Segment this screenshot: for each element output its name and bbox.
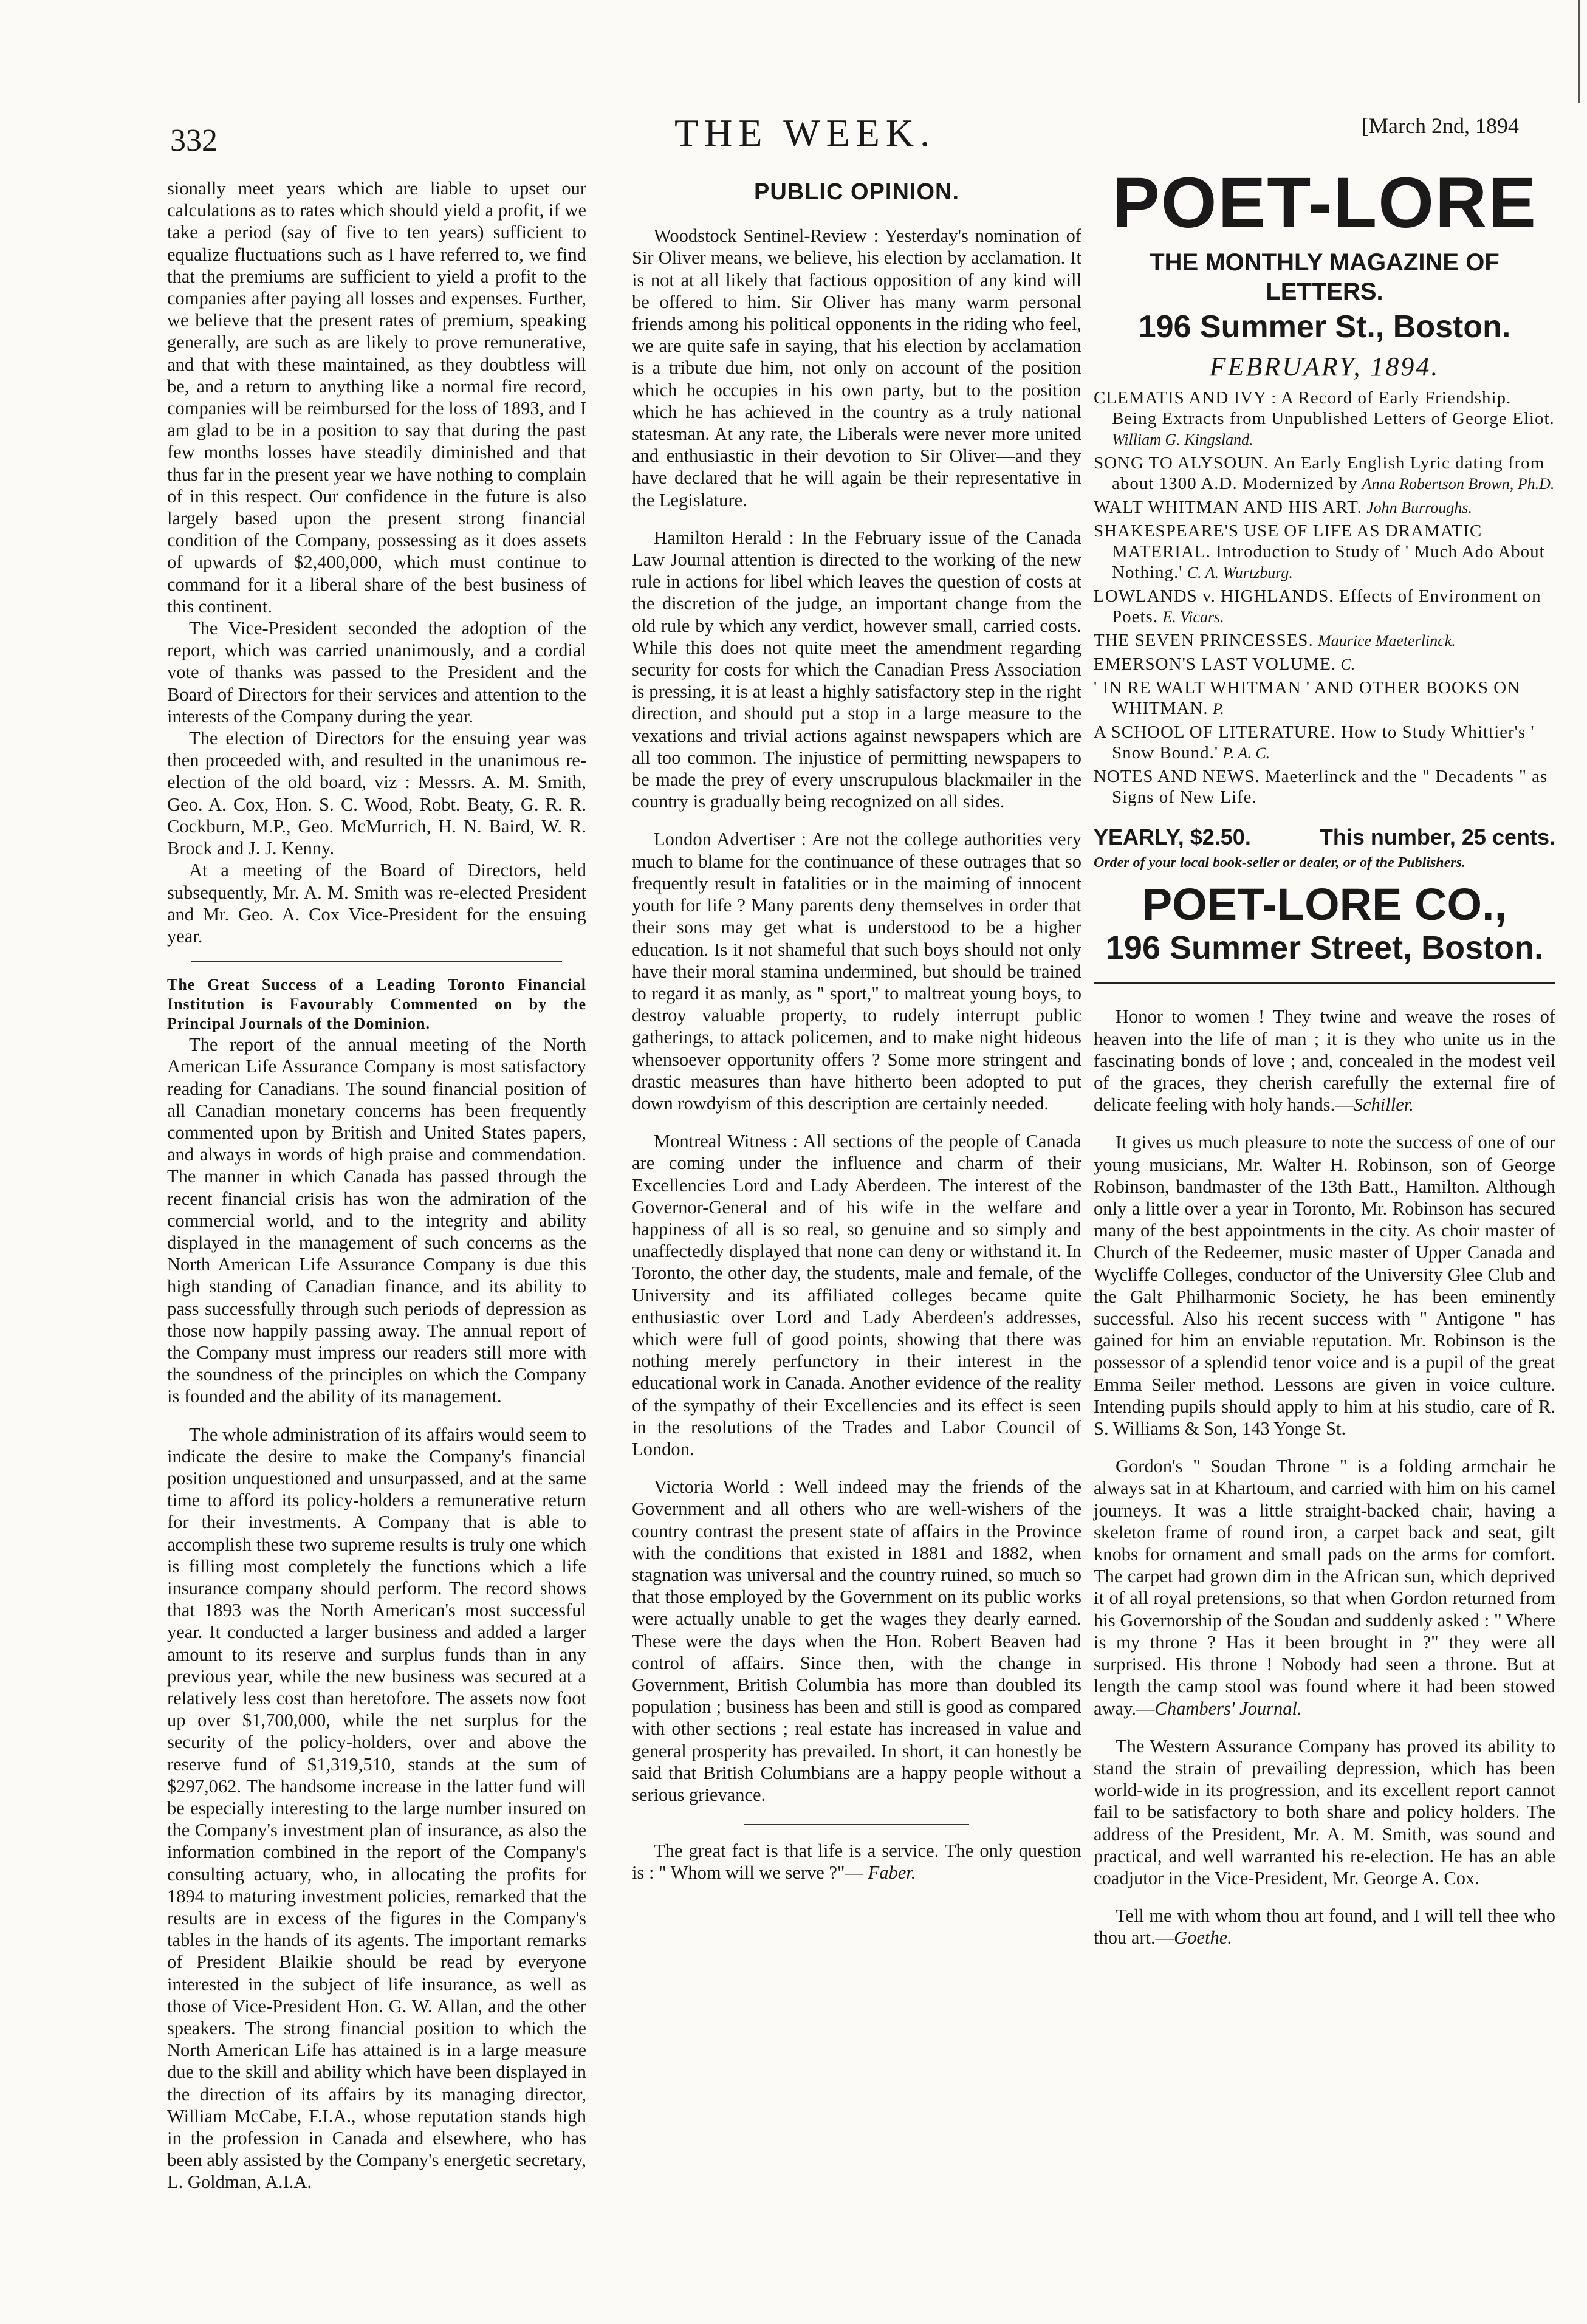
ad-address: 196 Summer St., Boston. [1138, 309, 1511, 344]
quote-author: Schiller. [1353, 1094, 1414, 1116]
contents-item [1094, 630, 1555, 651]
page-number: 332 [170, 123, 218, 158]
paragraph: The election of Directors for the ensuing year was then proceeded with, and resulted in the unanimous re-election of the old board, viz : Messrs. A. M. Smith, Geo. A. Cox, Hon. S. C. Wood, Robt. Beaty, G. R. R. Cockburn, M.P., Geo. McMurrich, H. N. Baird, W. R. Brock and J. J. Kenny. [167, 728, 586, 859]
contents-item [1094, 722, 1555, 764]
single-price: This number, 25 cents. [1319, 824, 1555, 850]
article-heading: The Great Success of a Leading Toronto Financial Institution is Favourably Commented on by the Principal Journals of the Dominion. [167, 976, 586, 1033]
spacer [632, 812, 1081, 828]
masthead: THE WEEK. [674, 111, 936, 154]
paragraph-text: Gordon's " Soudan Throne " is a folding armchair he always sat in at Khartoum, and carried with him on his camel journeys. It was a little straight-backed chair, having a skeleton frame of round iron, a carpet back and seat, gilt knobs for ornament and small pads on the arms for comfort. The carpet had grown dim in the African sun, which deprived it of all royal pretensions, so that when Gordon returned from his Governorship of the Soudan and suddenly asked : " Where is my throne ? Has it been brought in ?" they were all surprised. His throne ! Nobody had seen a throne. But at length the camp stool was found where it had been stowed away.— [1094, 1456, 1555, 1719]
contents-item-title: WALT WHITMAN AND HIS ART. [1094, 498, 1362, 518]
contents-item-author: William G. Kingsland. [1112, 431, 1253, 449]
contents-item-author: John Burroughs. [1366, 499, 1472, 517]
contents-item-title: ' IN RE WALT WHITMAN ' AND OTHER BOOKS ON WHITMAN. [1094, 678, 1521, 719]
paragraph: sionally meet years which are liable to upset our calculations as to rates which should yield a profit, if we take a period (say of five to ten years) sufficient to equalize fluctuations such as I have referred to, we find that the premiums are sufficient to yield a profit to the companies after paying all losses and expenses. Further, we believe that the present rates of premium, speaking generally, are such as are likely to prove remunerative, and that with these maintained, as they doubtless will be, and a return to anything like a normal fire record, companies will be reimbursed for the loss of 1893, and I am glad to be in a position to say that during the past few months losses have steadily diminished and that thus far in the present year we have nothing to complain of in this respect. Our confidence in the future is also largely based upon the present strong financial condition of the Company, possessing as it does assets of upwards of $2,400,000, which must continue to command for it a liberal share of the best business of this continent. [167, 178, 586, 617]
divider [191, 961, 562, 962]
spacer [1094, 1719, 1555, 1735]
spacer [632, 511, 1081, 527]
spacer [632, 1114, 1081, 1130]
contents-item-title: A SCHOOL OF LITERATURE. How to Study Whittier's ' Snow Bound.' [1094, 722, 1535, 763]
ad-pricing [1094, 826, 1555, 848]
yearly-price: YEARLY, $2.50. [1094, 824, 1251, 850]
spacer [167, 1408, 586, 1424]
publisher-name: POET-LORE CO., [1142, 879, 1507, 930]
poet-lore-advertisement [1094, 163, 1555, 967]
contents-item [1094, 453, 1555, 495]
paragraph-text: Honor to women ! They twine and weave the roses of heaven into the life of man ; it is they who unite us in the fascinating bonds of love ; and, concealed in the modest veil of the graces, they cherish carefully the external fire of delicate feeling with holy hands.— [1094, 1006, 1555, 1116]
ad-title: POET-LORE [1112, 163, 1537, 243]
source-citation: Chambers' Journal. [1154, 1698, 1302, 1719]
contents-item [1094, 586, 1555, 628]
column-left [167, 177, 586, 2193]
section-title: PUBLIC OPINION. [753, 179, 960, 205]
publisher-address: 196 Summer Street, Boston. [1105, 930, 1544, 967]
paragraph: Hamilton Herald : In the February issue of the Canada Law Journal attention is directed to the working of the new rule in actions for libel which leaves the question of costs at the discretion of the judge, an important change from the old rule by which any verdict, however small, carried costs. While this does not quite meet the amendment regarding security for costs for which the Canadian Press Association is pressing, it is at least a highly satisfactory step in the right direction, and should put a stop in a large measure to the vexations and trivial actions against newspapers which are all too common. The injustice of permitting newspapers to be made the prey of every unscrupulous blackmailer in the country is gradually being recognized on all sides. [632, 527, 1081, 812]
contents-item-author: C. [1340, 656, 1356, 674]
contents-item [1094, 654, 1555, 675]
contents-item-author: E. Vicars. [1162, 608, 1224, 626]
column-right [1094, 163, 1555, 1949]
paragraph: The report of the annual meeting of the North American Life Assurance Company is most satisfactory reading for Canadians. The sound financial position of all Canadian monetary concerns has been frequently commented upon by British and United States papers, and always in words of high praise and commendation. The manner in which Canada has passed through the recent financial crisis has won the admiration of the commercial world, and to the integrity and ability displayed in the management of such concerns as the North American Life Assurance Company is due this high standing of Canadian finance, and its ability to pass successfully through such periods of depression as those now happily passing away. The annual report of the Company must impress our readers still more with the soundness of the principles on which the Company is founded and the ability of its management. [167, 1034, 586, 1407]
column-middle [632, 177, 1081, 1884]
contents-item-title: THE SEVEN PRINCESSES. [1094, 631, 1314, 651]
contents-item [1094, 521, 1555, 583]
quote-text: The great fact is that life is a service. The only question is : " Whom will we serve ?"— [632, 1840, 1081, 1884]
divider [744, 1824, 969, 1825]
paragraph: The Vice-President seconded the adoption of the report, which was carried unanimously, and a cordial vote of thanks was passed to the President and the Board of Directors for their services and attention to the interests of the Company during the year. [167, 618, 586, 727]
paragraph [1094, 1905, 1555, 1949]
contents-item-title: SHAKESPEARE'S USE OF LIFE AS DRAMATIC MATERIAL. Introduction to Study of ' Much Ado About Nothing.' [1094, 521, 1545, 583]
contents-item-author: C. A. Wurtzburg. [1187, 564, 1293, 582]
contents-item-author: Anna Robertson Brown, Ph.D. [1362, 475, 1555, 493]
contents-item [1094, 497, 1555, 518]
quote [632, 1840, 1081, 1884]
contents-item-title: EMERSON'S LAST VOLUME. [1094, 654, 1337, 674]
paragraph: The Western Assurance Company has proved its ability to stand the strain of prevailing depression, which has been world-wide in its progression, and its excellent report cannot fail to be satisfactory to both share and policy holders. The address of the President, Mr. A. M. Smith, was sound and practical, and well warranted his re-election. He has an able coadjutor in the Vice-President, Mr. George A. Cox. [1094, 1735, 1555, 1888]
quote-author: Faber. [868, 1862, 916, 1884]
ad-issue-month: FEBRUARY, 1894. [1209, 352, 1440, 382]
paragraph: London Advertiser : Are not the college authorities very much to blame for the continuance of these outrages that so frequently result in fatalities or in the maiming of innocent youth for life ? Many parents deny themselves in order that their sons may get what is understood to be a higher education. Is it not shameful that such boys should not only have their moral stamina undermined, but should be trained to regard it as manly, as " sport," to maltreat young boys, to destroy valuable property, to rudely interrupt public gatherings, to attack policemen, and to make night hideous whensoever opportunity offers ? Some more stringent and drastic measures than have hitherto been adopted to put down rowdyism of this description are certainly needed. [632, 829, 1081, 1114]
paragraph: Woodstock Sentinel-Review : Yesterday's nomination of Sir Oliver means, we believe, his election by acclamation. It is not at all likely that factious opposition of any kind will be offered to him. Sir Oliver has many warm personal friends among his political opponents in the riding who feel, we are quite safe in saying, that his election by acclamation is a tribute due him, not only on account of the position which he occupies in his own party, but to the position which he has achieved in the country as a truly national statesman. At any rate, the Liberals were never more united and enthusiastic in their devotion to Sir Oliver—and they have declared that he will again be their representative in the Legislature. [632, 225, 1081, 510]
contents-item-title: CLEMATIS AND IVY : A Record of Early Friendship. Being Extracts from Unpublished Letters of George Eliot. [1094, 388, 1555, 429]
quote-author: Goethe. [1174, 1927, 1232, 1949]
contents-item-author: P. A. C. [1222, 744, 1270, 763]
issue-date: [March 2nd, 1894 [1362, 114, 1519, 138]
contents-item [1094, 766, 1555, 808]
paragraph: It gives us much pleasure to note the success of one of our young musicians, Mr. Walter H. Robinson, son of George Robinson, bandmaster of the 13th Batt., Hamilton. Although only a little over a year in Toronto, Mr. Robinson has secured many of the best appointments in the city. As choir master of Church of the Redeemer, music master of Upper Canada and Wycliffe Colleges, conductor of the University Glee Club and the Galt Philharmonic Society, he has been eminently successful. Also his recent success with " Antigone " has gained for him an enviable reputation. Mr. Robinson is the possessor of a splendid tenor voice and is a pupil of the great Emma Seiler method. Lessons are given in voice culture. Intending pupils should apply to him at his studio, care of R. S. Williams & Son, 143 Yonge St. [1094, 1132, 1555, 1439]
contents-item-title: NOTES AND NEWS. Maeterlinck and the " Decadents " as Signs of New Life. [1094, 767, 1548, 807]
paragraph [1094, 1006, 1555, 1116]
contents-item-author: Maurice Maeterlinck. [1318, 632, 1456, 650]
paragraph [1094, 1455, 1555, 1719]
contents-item-author: P. [1212, 700, 1224, 718]
paragraph-text: Tell me with whom thou art found, and I will tell thee who thou art.— [1094, 1905, 1555, 1949]
spacer [1094, 1116, 1555, 1131]
order-note: Order of your local book-seller or dealer, or of the Publishers. [1094, 855, 1465, 871]
contents-item-title: SONG TO ALYSOUN. An Early English Lyric dating from about 1300 A.D. Modernized by [1094, 453, 1545, 494]
spacer [1094, 1889, 1555, 1905]
page-header [164, 105, 1519, 158]
margin-mark [1578, 0, 1580, 103]
divider [1094, 982, 1555, 984]
spacer [632, 1460, 1081, 1476]
paragraph: Montreal Witness : All sections of the people of Canada are coming under the influence and charm of their Excellencies Lord and Lady Aberdeen. The interest of the Governor-General and of his wife in the welfare and happiness of all is so real, so genuine and so simply and unaffectedly displayed that none can deny or withstand it. In Toronto, the other day, the students, male and female, of the University and its affiliated colleges became quite enthusiastic over Lord and Lady Aberdeen's addresses, which were full of good points, showing that there was nothing merely perfunctory in their interest in the educational work in Canada. Another evidence of the reality of the sympathy of their Excellencies and its effect is seen in the resolutions of the Trades and Labor Council of London. [632, 1131, 1081, 1459]
paragraph: At a meeting of the Board of Directors, held subsequently, Mr. A. M. Smith was re-elected President and Mr. Geo. A. Cox Vice-President for the ensuing year. [167, 860, 586, 947]
paragraph: Victoria World : Well indeed may the friends of the Government and all others who are well-wishers of the country contrast the present state of affairs in the Province with the conditions that existed in 1881 and 1882, when stagnation was universal and the country ruined, so much so that those employed by the Government on its public works were actually unable to get the wages they dearly earned. These were the days when the Hon. Robert Beaven had control of affairs. Since then, with the change in Government, British Columbia has more than doubled its population ; business has been and still is good as compared with other sections ; real estate has increased in value and general prosperity has prevailed. In short, it can honestly be said that British Columbians are a happy people without a serious grievance. [632, 1476, 1081, 1806]
contents-item [1094, 388, 1555, 450]
paragraph: The whole administration of its affairs would seem to indicate the desire to make the Company's financial position unquestioned and unsurpassed, and at the same time to afford its policy-holders a remunerative return for their investments. A Company that is able to accomplish these two supreme results is truly one which is filling most completely the functions which a life insurance company should perform. The record shows that 1893 was the North American's most successful year. It conducted a larger business and added a larger amount to its reserve and surplus funds than in any previous year, while the new business was secured at a relatively less cost than heretofore. The assets now foot up over $1,700,000, while the net surplus for the security of the policy-holders, over and above the reserve fund of $1,319,510, stands at the sum of $297,062. The handsome increase in the latter fund will be especially interesting to the large number insured on the Company's investment plan of insurance, as also the information combined in the report of the Company's consulting actuary, who, in allocating the profits for 1894 to maturing investment policies, remarked that the results are in excess of the figures in the Company's tables in the hands of its agents. The important remarks of President Blaikie should be read by everyone interested in the subject of life insurance, as well as those of Vice-President Hon. G. W. Allan, and the other speakers. The strong financial position to which the North American Life has attained is in a large measure due to the skill and ability which have been displayed in the direction of its affairs by its managing director, William McCabe, F.I.A., whose reputation stands high in the profession in Canada and elsewhere, who has been ably assisted by the Company's energetic secretary, L. Goldman, A.I.A. [167, 1424, 586, 2193]
ad-subtitle: THE MONTHLY MAGAZINE OF LETTERS. [1150, 249, 1500, 305]
ad-contents-list [1094, 388, 1555, 808]
contents-item-title: LOWLANDS v. HIGHLANDS. Effects of Environment on Poets. [1094, 586, 1541, 627]
contents-item [1094, 677, 1555, 719]
spacer [1094, 1439, 1555, 1455]
